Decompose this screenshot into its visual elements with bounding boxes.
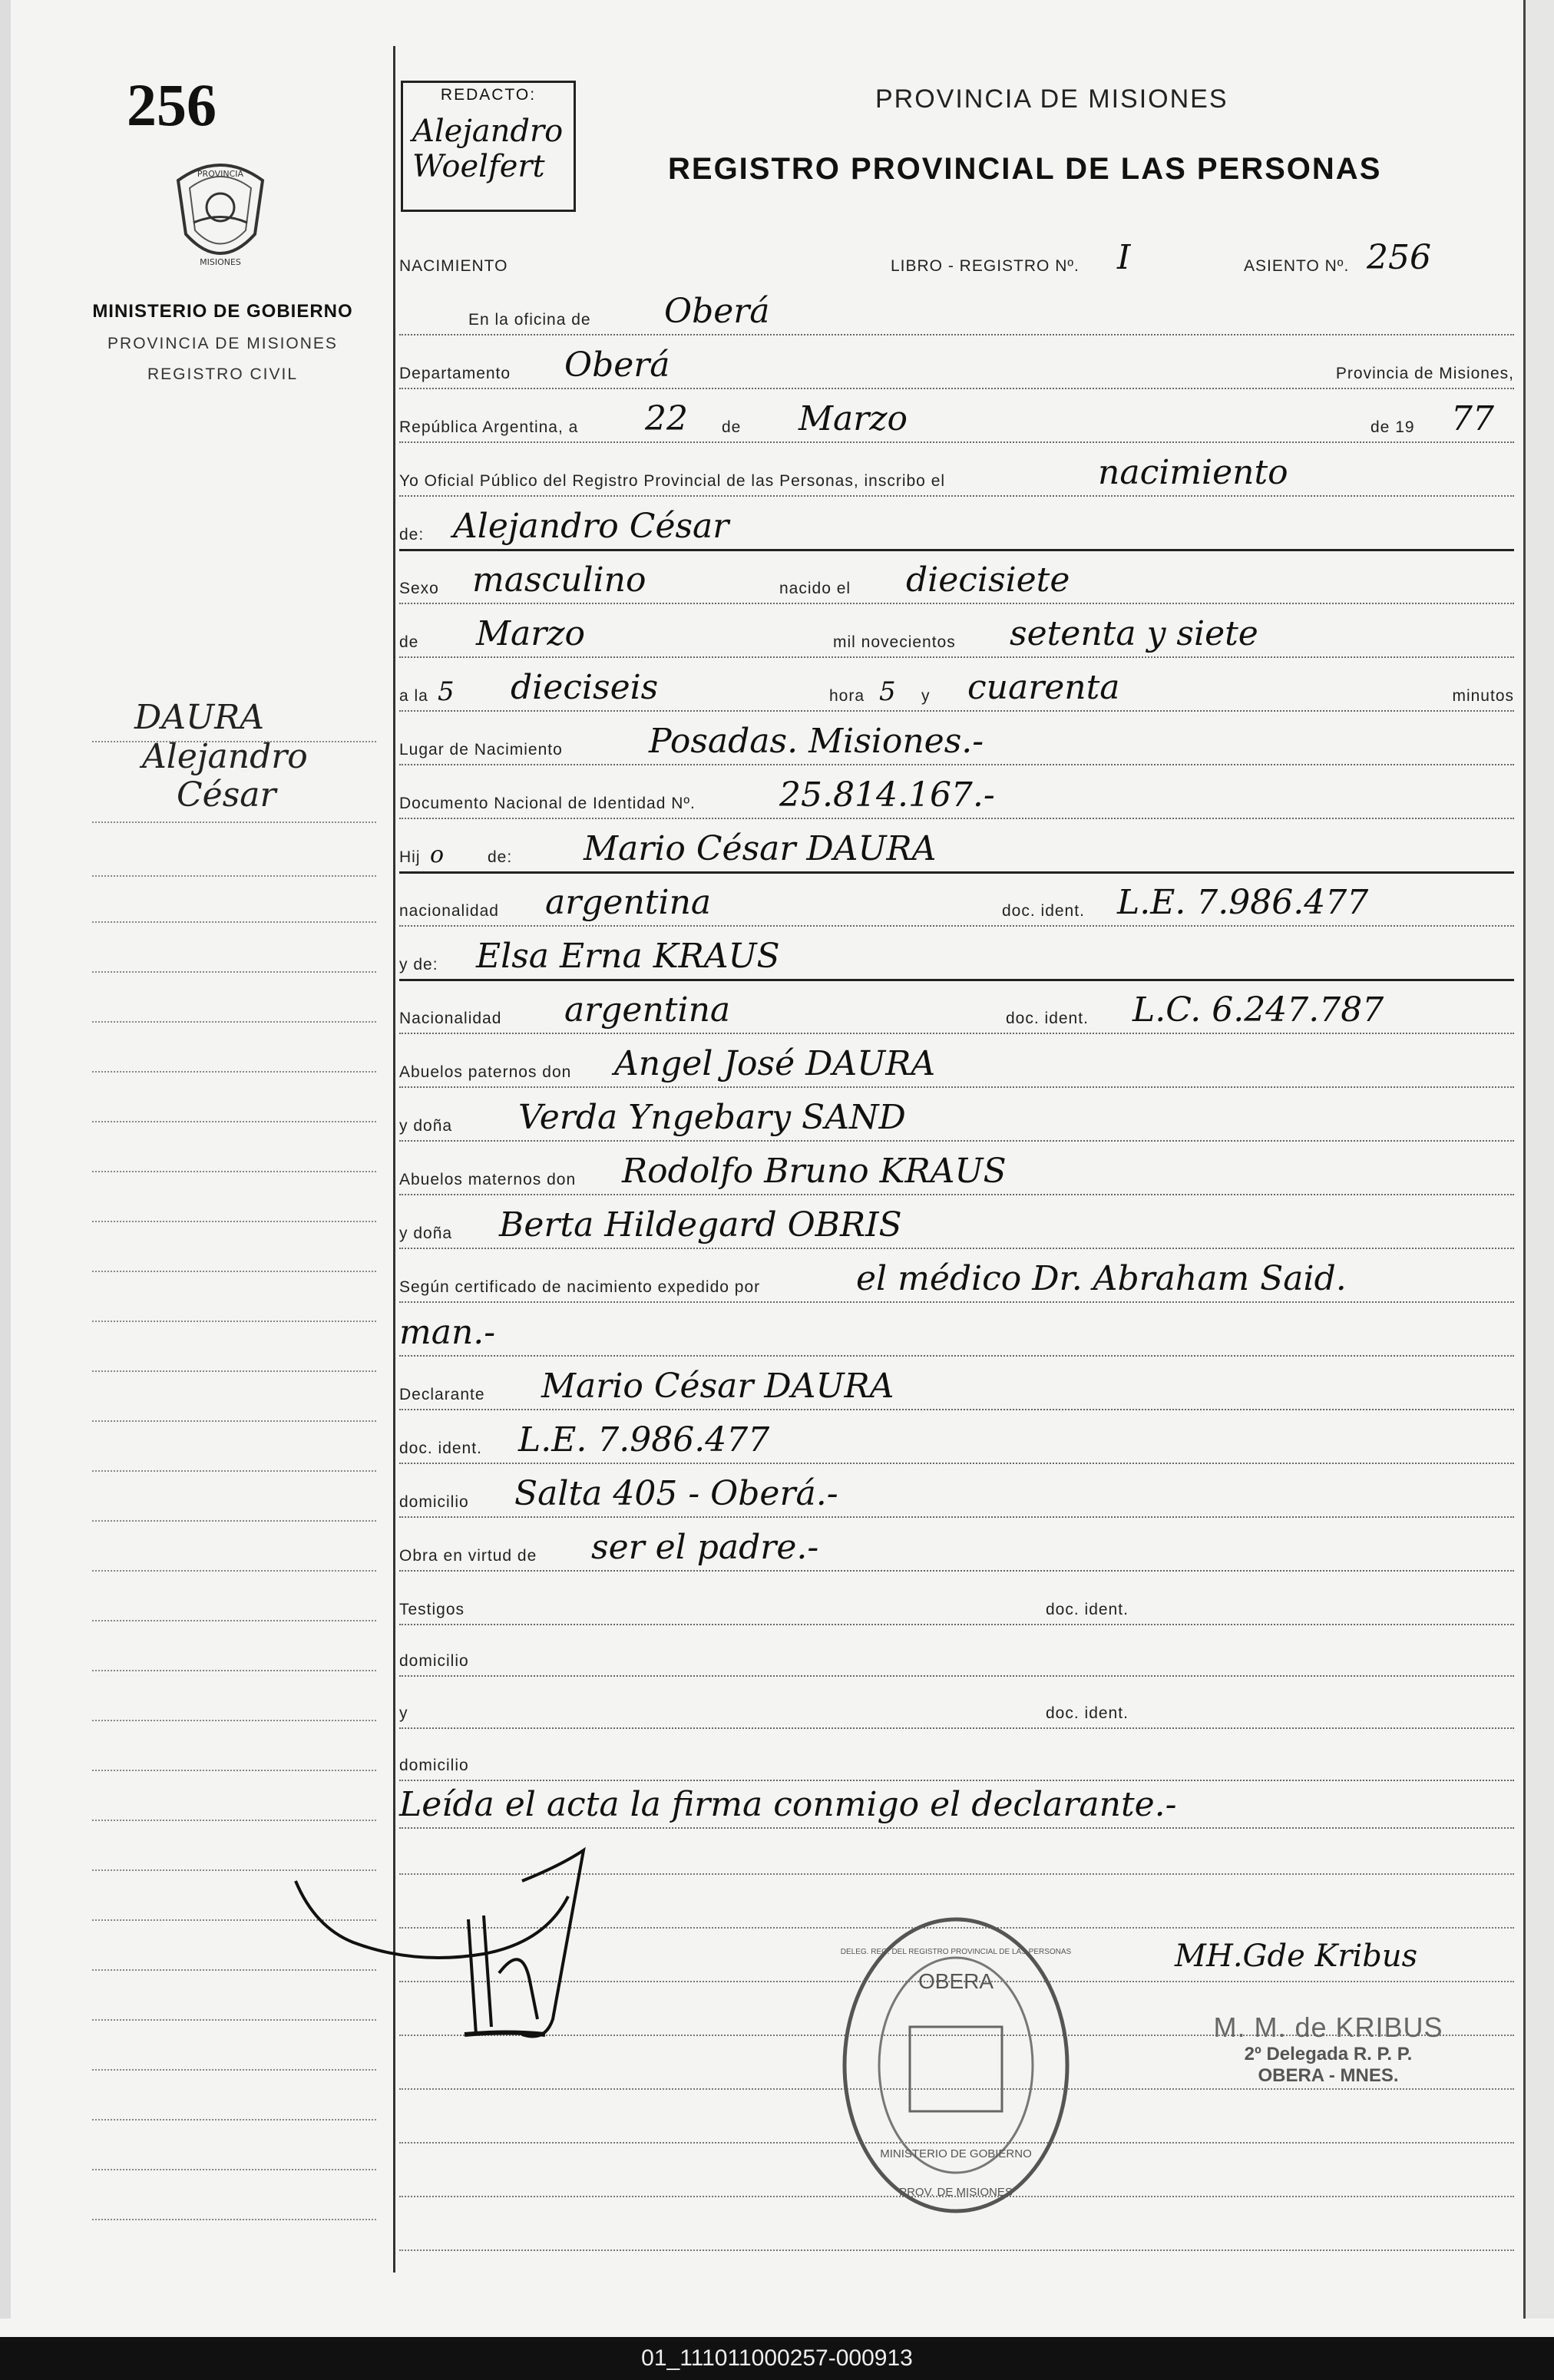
page-left-edge [0,0,11,2319]
asiento-value: 256 [1367,238,1431,277]
margin-rule [92,1620,376,1621]
libro-value: I [1117,238,1131,277]
libro-label: LIBRO - REGISTRO Nº. [891,257,1080,275]
dni-value: 25.814.167.- [779,775,995,815]
asiento-label: ASIENTO Nº. [1244,257,1350,275]
margin-rule [92,2119,376,2121]
dni-label: Documento Nacional de Identidad Nº. [399,795,696,812]
folio-number: 256 [127,71,217,138]
hij-label: Hij [399,848,421,866]
redacto-box [401,81,576,212]
sexo-label: Sexo [399,580,439,597]
seal-text-top: PROVINCIA [197,169,244,179]
hora-value: dieciseis [511,668,659,707]
abuelo-materno-value: Rodolfo Bruno KRAUS [622,1152,1007,1191]
declarante-domicilio-row [399,1470,1514,1518]
coat-of-arms-icon [163,150,278,280]
margin-rule [92,1121,376,1122]
hora-label: hora [829,687,865,705]
de-label: de [722,418,742,436]
madre-nacionalidad-value: argentina [564,990,731,1030]
stamp-province: PROV. DE MISIONES [899,2186,1013,2199]
oficina-value: Oberá [664,292,770,331]
margin-rule [92,1321,376,1322]
madre-value: Elsa Erna KRAUS [476,937,780,976]
madre-nacionalidad-row [399,987,1514,1034]
ministry-office: REGISTRO CIVIL [147,365,299,383]
margin-rule [92,1271,376,1272]
declarante-domicilio-label: domicilio [399,1493,469,1511]
header-registry: REGISTRO PROVINCIAL DE LAS PERSONAS [668,152,1382,186]
testigo1-domicilio-label: domicilio [399,1652,469,1670]
cierre-row [399,1781,1514,1829]
margin-rule [92,921,376,923]
header-province: PROVINCIA DE MISIONES [875,84,1228,114]
seal-text-bottom: MISIONES [200,257,241,267]
abuelo-paterno-label: Abuelos paternos don [399,1063,572,1081]
redacto-signature-line: Woelfert [412,149,545,184]
sexo-value: masculino [472,560,646,600]
padre-value: Mario César DAURA [584,829,937,868]
margin-annotation [134,699,365,815]
padre-label: de: [488,848,513,866]
declarante-value: Mario César DAURA [541,1367,894,1406]
cierre-value: Leída el acta la firma conmigo el declarante.- [399,1785,1177,1824]
declarante-doc-label: doc. ident. [399,1440,482,1457]
segun-cont-row [399,1309,1514,1357]
redacto-label: REDACTO: [440,86,537,104]
testigos-doc-label: doc. ident. [1046,1601,1129,1618]
nombre-row [399,503,1514,551]
mil-novecientos-label: mil novecientos [833,633,956,651]
page-right-edge [1523,0,1554,2319]
declarante-label: Declarante [399,1386,485,1403]
declarante-row [399,1363,1514,1410]
margin-rule [92,1570,376,1572]
departamento-value: Oberá [564,345,670,385]
record-row [399,234,1514,280]
segun-value: el médico Dr. Abraham Said. [856,1259,1347,1298]
madre-label: y de: [399,956,438,973]
margin-rule [92,875,376,877]
republica-label: República Argentina, a [399,418,579,436]
margin-rule [92,1370,376,1372]
nombre-value: Alejandro César [453,507,729,546]
oficina-label: En la oficina de [468,311,591,329]
madre-row [399,933,1514,981]
madre-nacionalidad-label: Nacionalidad [399,1010,502,1027]
dni-row [399,772,1514,819]
segun-cont-value: man.- [399,1313,496,1352]
testigo2-label: y [399,1704,408,1722]
departamento-label: Departamento [399,365,511,382]
margin-rule [92,1770,376,1771]
margin-rule [92,2219,376,2220]
madre-doc-value: L.C. 6.247.787 [1132,990,1384,1030]
margin-rule [92,1071,376,1073]
segun-row [399,1255,1514,1303]
mes-nac-label: de [399,633,419,651]
inscribo-value: nacimiento [1098,453,1288,492]
padre-nacionalidad-value: argentina [545,883,712,922]
sexo-row [399,557,1514,604]
obra-label: Obra en virtud de [399,1547,537,1565]
redacto-signature-line: Alejandro [412,114,564,149]
obra-value: ser el padre.- [591,1528,819,1567]
abuela-materna-row [399,1202,1514,1249]
a-la-label: a la [399,687,428,705]
abuelo-paterno-value: Angel José DAURA [614,1044,936,1083]
nombre-label: de: [399,526,425,544]
margin-rule [92,1420,376,1422]
mes-nac-value: Marzo [476,614,585,653]
inscribo-row [399,449,1514,497]
ministry-block [92,301,353,384]
margin-rule [92,1171,376,1172]
padre-doc-value: L.E. 7.986.477 [1117,883,1369,922]
margin-given-name: Alejandro [142,736,308,776]
abuela-materna-value: Berta Hildegard OBRIS [499,1205,902,1245]
oficina-row [399,288,1514,336]
official-name: M. M. de KRIBUS [1213,2011,1443,2043]
abuela-paterna-value: Verda Yngebary SAND [518,1098,906,1137]
testigo2-domicilio-row [399,1734,1514,1781]
testigo2-doc-label: doc. ident. [1046,1704,1129,1722]
de-19-label: de 19 [1370,418,1415,436]
nacido-value: diecisiete [906,560,1070,600]
padre-nacionalidad-label: nacionalidad [399,902,499,920]
margin-rule [92,741,376,742]
padre-doc-label: doc. ident. [1002,902,1085,920]
lugar-row [399,718,1514,765]
declarante-doc-row [399,1416,1514,1464]
testigos-label: Testigos [399,1601,465,1618]
margin-rule [92,1720,376,1721]
obra-row [399,1524,1514,1572]
y-label: y [921,687,931,705]
lugar-label: Lugar de Nacimiento [399,741,563,759]
image-id-footer: 01_111011000257-000913 [0,2337,1554,2380]
ministry-name: MINISTERIO DE GOBIERNO [92,301,353,322]
inscribo-label: Yo Oficial Público del Registro Provincial de las Personas, inscribo el [399,472,946,490]
mes-nac-row [399,610,1514,658]
minutos-value: cuarenta [967,668,1120,707]
lugar-value: Posadas. Misiones.- [649,722,984,761]
nacido-label: nacido el [779,580,851,597]
official-location: OBERA - MNES. [1258,2065,1399,2086]
anio-nac-value: setenta y siete [1010,614,1258,653]
testigo2-row [399,1681,1514,1729]
record-type: NACIMIENTO [399,257,508,275]
margin-second-name: César [177,775,276,815]
stamp-ring-text: DELEG. REG. DEL REGISTRO PROVINCIAL DE LAS PERSONAS [840,1948,1072,1956]
abuela-paterna-row [399,1094,1514,1142]
margin-rule [92,1021,376,1023]
padre-nacionalidad-row [399,879,1514,927]
declarant-signature-icon [292,1835,653,2088]
margin-rule [92,1820,376,1821]
hora-suffix-value: 5 [879,676,896,707]
mes-value: Marzo [798,399,908,438]
padre-row [399,825,1514,874]
segun-label: Según certificado de nacimiento expedido por [399,1278,761,1296]
margin-rule [92,821,376,823]
official-title: 2º Delegada R. P. P. [1244,2044,1413,2064]
margin-rule [92,2169,376,2170]
hora-prefix-value: 5 [438,676,455,707]
abuelo-paterno-row [399,1040,1514,1088]
margin-rule [92,1221,376,1222]
abuela-paterna-label: y doña [399,1117,453,1135]
margin-rule [92,1470,376,1472]
margin-rule [92,1670,376,1671]
madre-doc-label: doc. ident. [1006,1010,1089,1027]
margin-rule [92,1520,376,1522]
margin-surname: DAURA [134,698,265,737]
ministry-province: PROVINCIA DE MISIONES [107,335,338,352]
official-signature: MH.Gde Kribus [1175,1939,1418,1974]
departamento-row [399,342,1514,389]
provincia-label: Provincia de Misiones, [1335,365,1514,382]
blank-line [399,2249,1514,2251]
redacto-signature [412,114,563,184]
testigo2-domicilio-label: domicilio [399,1757,469,1774]
testigo1-domicilio-row [399,1629,1514,1677]
abuela-materna-label: y doña [399,1225,453,1242]
anio-value: 77 [1451,399,1494,438]
abuelo-materno-label: Abuelos maternos don [399,1171,577,1188]
abuelo-materno-row [399,1148,1514,1195]
stamp-ministry: MINISTERIO DE GOBIERNO [880,2147,1032,2160]
hora-row [399,664,1514,712]
dia-value: 22 [645,399,688,438]
official-block [1182,2011,1474,2087]
margin-rule [92,971,376,973]
declarante-doc-value: L.E. 7.986.477 [518,1420,770,1459]
declarante-domicilio-value: Salta 405 - Oberá.- [514,1474,838,1513]
hij-suffix-value: o [430,841,445,868]
fecha-row [399,395,1514,443]
testigos-row [399,1578,1514,1625]
official-stamp-icon [837,1912,1075,2219]
stamp-city: OBERA [918,1969,994,1993]
minutos-label: minutos [1452,687,1514,705]
